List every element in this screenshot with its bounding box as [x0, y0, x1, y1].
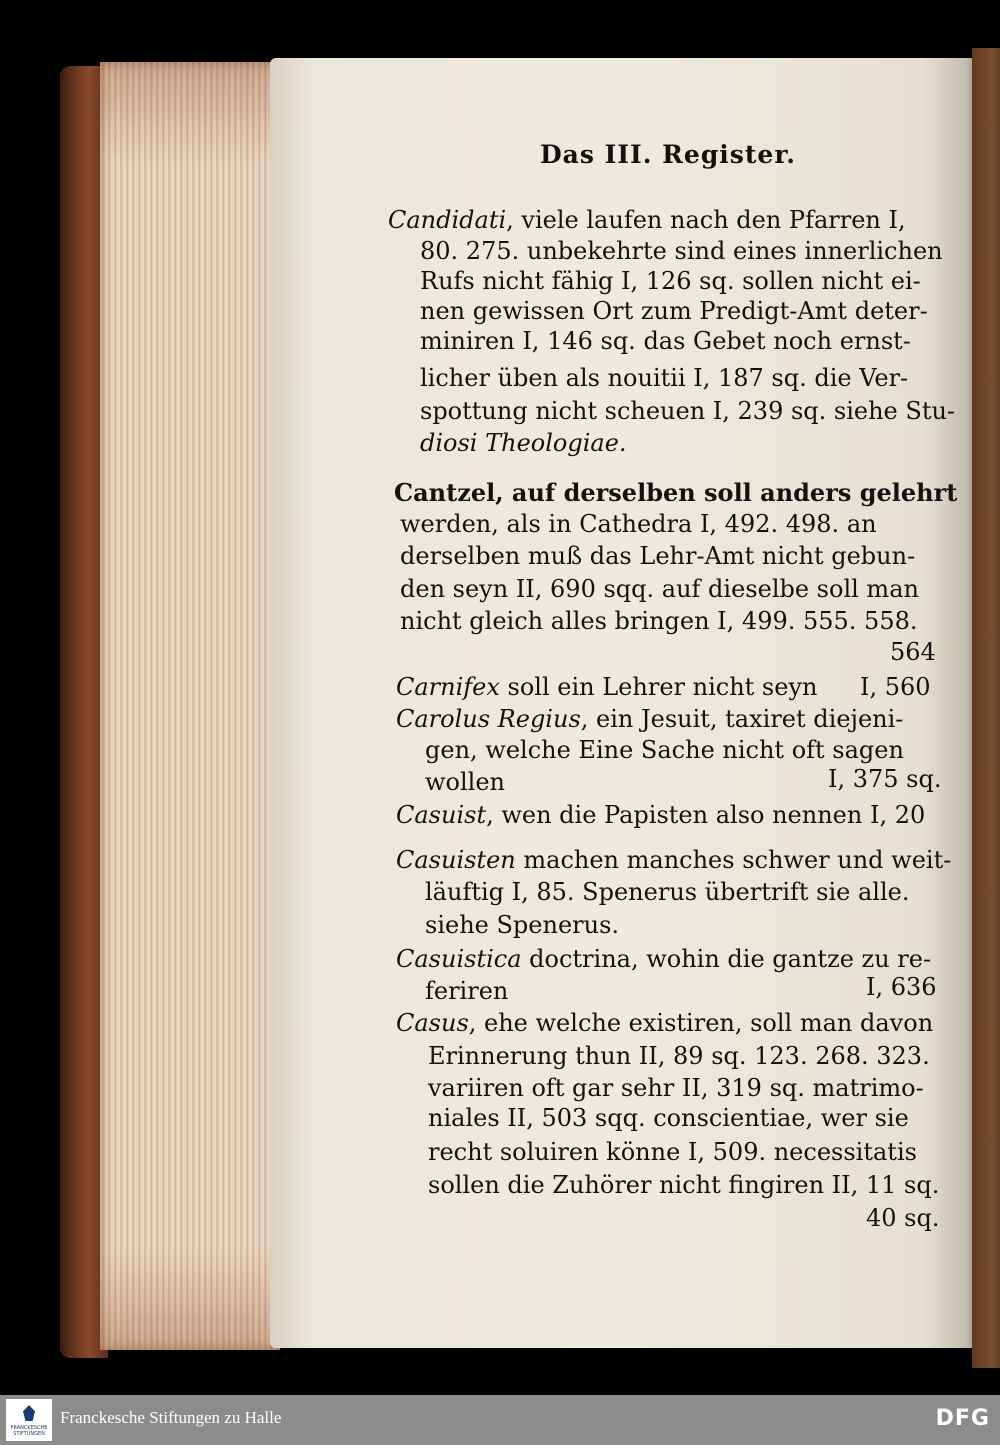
viewer-footer — [0, 1395, 1000, 1445]
entry-line: Casuistica doctrina, wohin die gantze zu re- — [396, 945, 932, 973]
dfg-logo[interactable]: DFG — [935, 1406, 990, 1431]
entry-line: werden, als in Cathedra I, 492. 498. an — [400, 510, 877, 538]
entry-line: Carolus Regius, ein Jesuit, taxiret diejeni- — [396, 705, 904, 733]
entry-line: diosi Theologiae. — [420, 429, 627, 457]
running-header: Das III. Register. — [540, 140, 796, 169]
page-reference: I, 375 sq. — [828, 765, 942, 793]
entry-line: 80. 275. unbekehrte sind eines innerlichen — [420, 237, 943, 265]
entry-line: läuftig I, 85. Spenerus übertrift sie alle. — [425, 878, 910, 906]
entry-line: nen gewissen Ort zum Predigt-Amt deter- — [420, 297, 928, 325]
entry-term: Casuisten — [396, 846, 516, 874]
entry-line: variiren oft gar sehr II, 319 sq. matrimo- — [428, 1074, 924, 1102]
entry-line: Casus, ehe welche existiren, soll man davon — [396, 1009, 934, 1037]
entry-term: Carnifex — [396, 673, 500, 701]
entry-line: Cantzel, auf derselben soll anders gelehrt — [394, 478, 958, 507]
entry-line: 564 — [890, 638, 936, 666]
entry-term: Casuist — [396, 801, 487, 829]
logo-text: FRANCKESCHE STIFTUNGEN — [10, 1425, 48, 1437]
entry-line: Carnifex soll ein Lehrer nicht seyn — [396, 673, 818, 701]
entry-line: feriren — [425, 977, 509, 1005]
entry-line: Rufs nicht fähig I, 126 sq. sollen nicht ei- — [420, 267, 921, 295]
entry-line: den seyn II, 690 sqq. auf dieselbe soll man — [400, 575, 919, 603]
entry-line: nicht gleich alles bringen I, 499. 555. 558. — [400, 607, 918, 635]
entry-line: wollen — [425, 768, 506, 796]
entry-line: siehe Spenerus. — [425, 911, 620, 939]
entry-line: recht soluiren könne I, 509. necessitatis — [428, 1138, 917, 1166]
entry-line: miniren I, 146 sq. das Gebet noch ernst- — [420, 327, 911, 355]
entry-line: gen, welche Eine Sache nicht oft sagen — [425, 736, 904, 764]
entry-line: Erinnerung thun II, 89 sq. 123. 268. 323. — [428, 1042, 930, 1070]
entry-line: derselben muß das Lehr-Amt nicht gebun- — [400, 542, 916, 570]
entry-line: Casuist, wen die Papisten also nennen — [396, 801, 863, 829]
entry-term: Casus — [396, 1009, 469, 1037]
entry-line: Casuisten machen manches schwer und weit- — [396, 846, 952, 874]
entry-line: spottung nicht scheuen I, 239 sq. siehe Stu- — [420, 397, 956, 425]
entry-line: 40 sq. — [866, 1204, 940, 1232]
entry-line: niales II, 503 sqq. conscientiae, wer sie — [428, 1104, 909, 1132]
page-reference: I, 20 — [870, 801, 926, 829]
entry-line: licher üben als nouitii I, 187 sq. die Ver- — [420, 364, 909, 392]
entry-term: Casuistica — [396, 945, 522, 973]
page-reference: I, 636 — [866, 973, 937, 1001]
entry-line: sollen die Zuhörer nicht fingiren II, 11 sq. — [428, 1171, 940, 1199]
institution-name[interactable]: Franckesche Stiftungen zu Halle — [60, 1408, 282, 1427]
page-reference: I, 560 — [860, 673, 931, 701]
entry-term: Candidati — [388, 206, 507, 234]
logo-emblem-icon — [23, 1405, 35, 1421]
institution-logo[interactable] — [6, 1399, 52, 1441]
entry-line: Candidati, viele laufen nach den Pfarren I, — [388, 206, 906, 234]
entry-term: Carolus Regius — [396, 705, 581, 733]
